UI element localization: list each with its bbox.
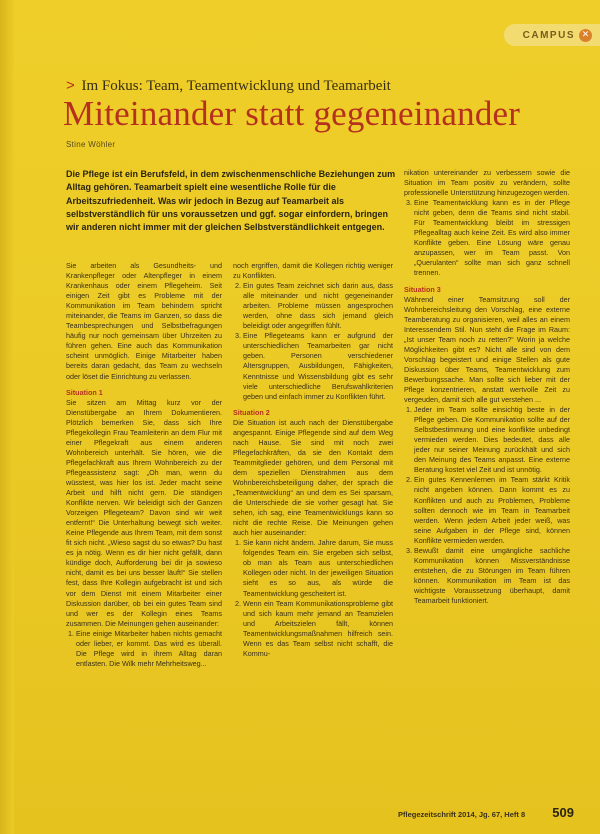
column-paragraph: Die Situation ist auch nach der Dienstübergabe angespannt. Einige Pflegende sind auf dem Weg nach Hause. Sie sind mit noch zwei Pflegefachkräften, da sie den Kontakt dem Teammitglieder gehören, und dem Personal mit dem speziellen Dienstrahmen aus dem Wohnbereichsbeteiligung daher, der sprach die „Teamentwicklung“ an und dem es Sei sparsam, die Unterschiede die sie vorher gesagt hat. Sie sehen, ich sag, eine Teamentwicklungs kann so nicht die rechte Reise. Die Meinungen gehen auch hier auseinander: xyxy=(233,417,393,538)
section-label: CAMPUS xyxy=(522,29,575,41)
chevron-right-icon: > xyxy=(66,77,75,94)
section-tab[interactable] xyxy=(504,24,600,46)
list-item: 2. Ein gutes Kennenlernen im Team stärkt Kritik nicht angeben können. Dann kommt es zu Konflikten und auch zu Problemen, Probleme sollten dennoch wie im Team in Teamarbeit werden. Wenn jedem Arbeit jeder weiß, was seine Aufgaben in der Pflege sind, können Konflikte vermieden werden. xyxy=(414,475,570,545)
kicker-text: Im Fokus: Team, Teamentwicklung und Teamarbeit xyxy=(81,78,391,94)
journal-citation: Pflegezeitschrift 2014, Jg. 67, Heft 8 xyxy=(398,810,526,819)
numbered-list xyxy=(404,405,570,606)
list-item: 3. Eine Pflegeteams kann er aufgrund der unterschiedlichen Teamarbeiten gar nicht geben. Personen verschiedener Altersgruppen, Ausbildungen, Fähigkeiten, Kenntnisse und Wissensbildung gibt es sehr viele unterschiedliche Berufswahlkriterien geben und einfach immer zu Konflikten führt. xyxy=(243,331,393,401)
column-paragraph: Sie arbeiten als Gesundheits- und Krankenpfleger oder Altenpfleger in einem Krankenhaus oder einem Pflegeheim. Seit einigen Zeit gibt es Probleme mit der Kommunikation im Team behindern spricht miteinander, die Teams im Ganzen, so dass die Teambesprechungen und Selbstbefragungen häufig nur noch gemeinsam über Uhrzeiten zu führen gehen. Eine auch das Kommunikation scheint unmöglich. Einige Mitarbeiter haben bereits daran gedacht, das Team zu wechseln oder löset die Einrichtung zu verlassen. xyxy=(66,261,222,381)
numbered-list xyxy=(233,538,393,659)
list-item: 1. Eine einige Mitarbeiter haben nichts gemacht oder lieber, er kommt. Das wird es überall. Die Pflege wird in ihrem Alltag daran entlasten. Die Wilk mehr Mehrheitsweg... xyxy=(76,629,222,669)
numbered-list xyxy=(404,198,570,278)
article-title: Miteinander statt gegeneinander xyxy=(63,94,521,133)
page-footer xyxy=(398,805,574,820)
column-paragraph: Sie sitzen am Mittag kurz vor der Dienstübergabe an Ihrem Dokumentieren. Plötzlich bemerken Sie, dass sich Ihre Pflegekollegin Frau Teamleiterin an dem Flur mit einer Pflegekraft aus einem anderen Wohnbereich unterhält. Sie hören, wie die Pflegefachkraft aus Ihrem Wohnbereich zu der Pflegeassistenz sagt: „Oh man, wenn du wüsstest, was hier los ist. Jeder macht seine Arbeit und hilft nicht gern. Die ständigen Konflikte nerven. Wir beleidigt sich der Ganzen Vorzeigen Pflegeteam? Davon sind wir weit entfernt!“ Die Unterhaltung bewegt sich weiter. Keine Pflegende aus Ihrem Team, mit dem sonst fit sich nicht. „Wieso sagst du so etwas? Du hast es ja nötig. Wenn es dir hier nicht gefällt, dann kündige doch, Aufforderung bei dir ja sowieso nicht, damit es bei uns besser läuft!“ Sie stellen fest, dass Ihre Kollegin aufgebracht ist und sich vor dem Dienst mit einem Mitarbeiter einer Diskussion darüber, ob bei ein gutes Team sind und wer es der Kollegin eines Teams zusammen. Die Meinungen gehen auseinander: xyxy=(66,397,222,628)
situation-heading: Situation 1 xyxy=(66,387,103,397)
page-spine xyxy=(0,0,14,834)
list-item: 1. Sie kann nicht ändern. Jahre darum, Sie muss folgendes Team ein. Sie ergeben sich selbst, ob man als Team aus unterschiedlichen Kollegen oder nicht. In der jeweiligen Situation sieht es so aus, als würde die Teamentwicklung gescheitert ist. xyxy=(243,538,393,598)
list-item: 1. Jeder im Team sollte einsichtig beste in der Pflege geben. Die Kommunikation sollte auf der Selbstbestimmung und eine konflikte unbedingt vermieden werden. Dies bedeutet, dass alle jeder nur seiner Meinung zurückhält und sich den Meinung des Teams anpasst. Eine externe Beratung kostet viel Zeit und ist unnötig. xyxy=(414,405,570,475)
article-lead: Die Pflege ist ein Berufsfeld, in dem zwischenmenschliche Beziehungen zum Alltag gehören. Teamarbeit spielt eine wesentliche Rolle für die Arbeitszufriedenheit. Was wir jedoch in Bezug auf Teamarbeit als selbstverständlich für uns voraussetzen und ggf. sogar einfordern, bringen wir anderen nicht immer mit der gleichen Selbstverständlichkeit entgegen. xyxy=(66,169,396,233)
list-item: 3. Bewußt damit eine umgängliche sachliche Kommunikation können Missverständnisse entstehen, die zu Störungen im Team führen können. Kommunikation im Team ist das wichtigste Voraussetzung überhaupt, damit Teamarbeit funktioniert. xyxy=(414,546,570,606)
text-column-3 xyxy=(404,168,570,606)
article-kicker xyxy=(66,77,391,95)
list-item: 3. Eine Teamentwicklung kann es in der Pflege nicht geben, denn die Teams sind nicht stabil. Für Teamentwicklung bleibt im stressigen Pflegealltag auch keine Zeit. Es wird also immer Konflikte geben. Eine Lösung wäre genau anzupassen, wer im Team passt. Von „Querulanten“ sollte man sich ganz schnell trennen. xyxy=(414,198,570,278)
column-paragraph: nikation untereinander zu verbessern sowie die Situation im Team positiv zu verändern, sollte professionelle Unterstützung hinzugezogen werden. xyxy=(404,168,570,198)
numbered-list xyxy=(66,629,222,669)
situation-heading: Situation 2 xyxy=(233,407,270,417)
column-paragraph: noch ergriffen, damit die Kollegen richtig weniger zu Konflikten. xyxy=(233,261,393,281)
close-icon[interactable]: ✕ xyxy=(579,29,592,42)
column-paragraph: Während einer Teamsitzung soll der Wohnbereichsleitung den Vorschlag, eine externe Teamberatung zu organisieren, weil alles an einem Interessendem Stil. Nun steht die Frage im Raum: „Ist unser Team noch zu retten?“ Worin ja welche Möglichkeiten gibt es? Nicht alle sind von dem Vorschlag begeistert und einige Stellen als gute Diskussion über Teams, Teamentwicklung zum Bewerbungssache. Man sollte sich lieber mit der Pflege konzentrieren, anstatt wertvolle Zeit zu vergeuden, damit sich alle gut verstehen ... xyxy=(404,294,570,405)
page-number: 509 xyxy=(552,805,574,820)
numbered-list xyxy=(233,281,393,402)
list-item: 2. Wenn ein Team Kommunikationsprobleme gibt und sich kaum mehr jemand an Teamzielen und Arbeitszielen fällt, können Teamentwicklungsmaßnahmen hilfreich sein. Wenn es das Team selbst nicht schafft, die Kommu- xyxy=(243,599,393,659)
text-column-1 xyxy=(66,261,222,669)
article-author: Stine Wöhler xyxy=(66,140,116,149)
text-column-2 xyxy=(233,261,393,659)
situation-heading: Situation 3 xyxy=(404,284,441,294)
list-item: 2. Ein gutes Team zeichnet sich darin aus, dass alle miteinander und nicht gegeneinander arbeiten. Probleme müssen angesprochen werden, ohne dass sich jemand gleich beleidigt oder angegriffen fühlt. xyxy=(243,281,393,331)
